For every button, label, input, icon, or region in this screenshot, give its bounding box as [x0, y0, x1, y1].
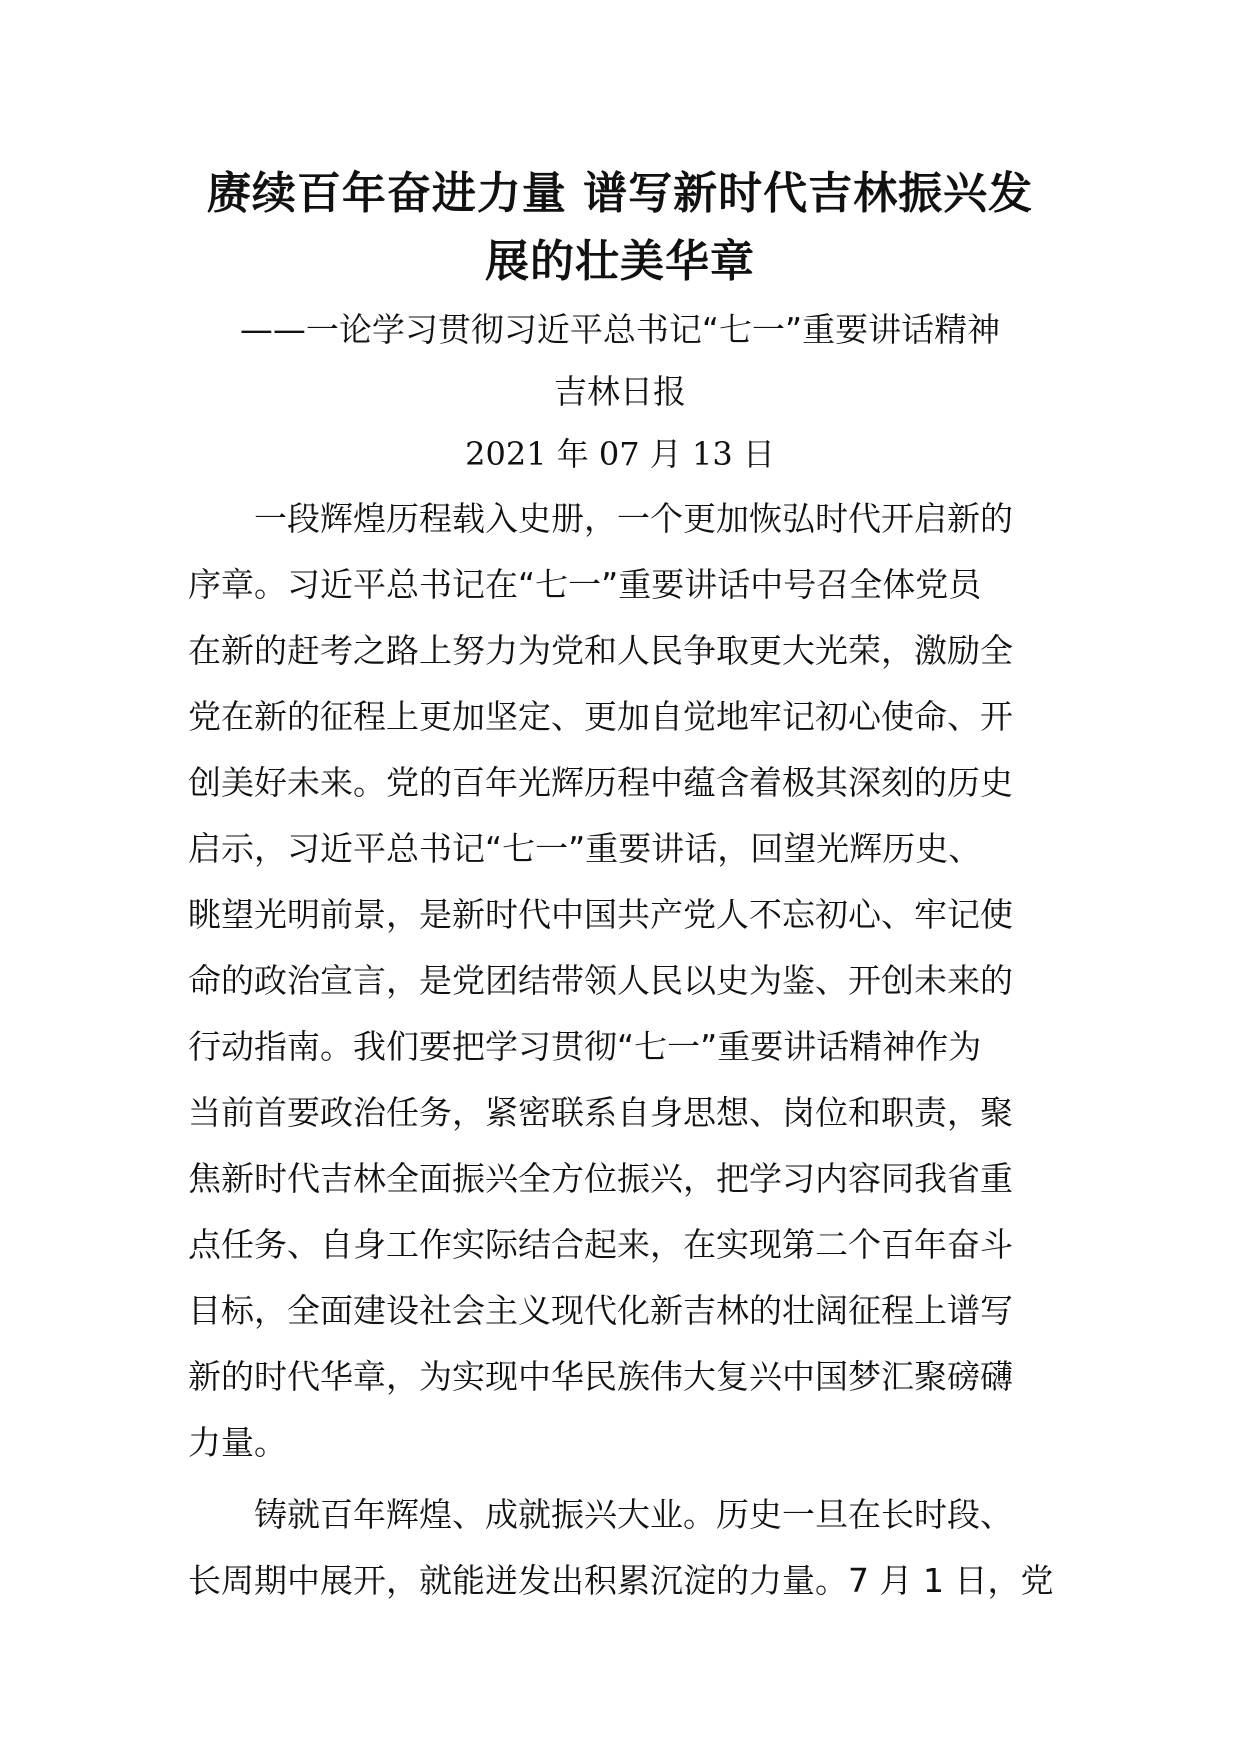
- body-line: 创美好未来。党的百年光辉历程中蕴含着极其深刻的历史: [188, 763, 1013, 802]
- body-line: 序章。习近平总书记在“七一”重要讲话中号召全体党员: [188, 565, 982, 604]
- body-line: 长周期中展开，就能迸发出积累沉淀的力量。7 月 1 日，党: [188, 1561, 1054, 1600]
- subtitle: ——一论学习贯彻习近平总书记“七一”重要讲话精神: [239, 310, 1001, 349]
- body-line: 命的政治宣言，是党团结带领人民以史为鉴、开创未来的: [188, 961, 1013, 1000]
- body-line: 党在新的征程上更加坚定、更加自觉地牢记初心使命、开: [188, 697, 1013, 736]
- source-name: 吉林日报: [554, 372, 686, 411]
- body-line: 启示，习近平总书记“七一”重要讲话，回望光辉历史、: [188, 829, 982, 868]
- body-line: 焦新时代吉林全面振兴全方位振兴，把学习内容同我省重: [188, 1159, 1013, 1198]
- body-line: 眺望光明前景，是新时代中国共产党人不忘初心、牢记使: [188, 895, 1013, 934]
- title-line-2: 展的壮美华章: [485, 236, 755, 287]
- body-line: 当前首要政治任务，紧密联系自身思想、岗位和职责，聚: [188, 1093, 1013, 1132]
- title-line-1: 赓续百年奋进力量 谱写新时代吉林振兴发: [206, 168, 1034, 219]
- publish-date: 2021 年 07 月 13 日: [465, 435, 775, 473]
- body-line: 力量。: [188, 1423, 287, 1462]
- body-line: 目标，全面建设社会主义现代化新吉林的壮阔征程上谱写: [188, 1291, 1013, 1330]
- body-line: 行动指南。我们要把学习贯彻“七一”重要讲话精神作为: [188, 1027, 982, 1066]
- body-line: 在新的赶考之路上努力为党和人民争取更大光荣，激励全: [188, 631, 1013, 670]
- body-line: 铸就百年辉煌、成就振兴大业。历史一旦在长时段、: [254, 1495, 1013, 1534]
- body-line: 点任务、自身工作实际结合起来，在实现第二个百年奋斗: [188, 1225, 1013, 1264]
- body-line: 新的时代华章，为实现中华民族伟大复兴中国梦汇聚磅礴: [188, 1357, 1013, 1396]
- body-line: 一段辉煌历程载入史册，一个更加恢弘时代开启新的: [254, 499, 1013, 538]
